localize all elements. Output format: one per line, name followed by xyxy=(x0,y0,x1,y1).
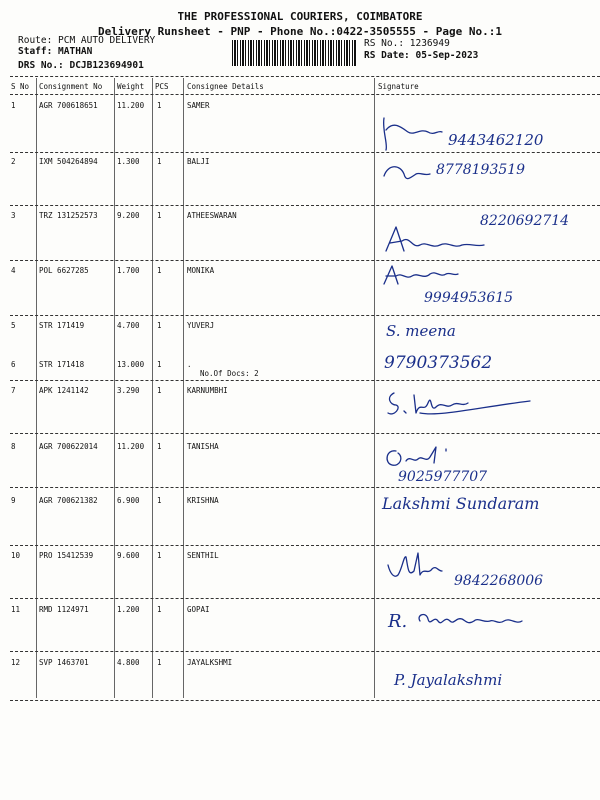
signature-name: S. meena xyxy=(386,322,456,340)
row-weight: 4.700 xyxy=(117,321,140,330)
row-weight: 9.600 xyxy=(117,551,140,560)
rs-date: RS Date: 05-Sep-2023 xyxy=(364,50,479,61)
signature-10 xyxy=(380,547,595,597)
col-header-consignee: Consignee Details xyxy=(187,82,264,91)
row-consignment: SVP 1463701 xyxy=(39,658,89,667)
column-divider xyxy=(152,78,153,698)
row-pcs: 1 xyxy=(157,442,162,451)
row-sno: 9 xyxy=(11,496,16,505)
signature-name: Lakshmi Sundaram xyxy=(382,494,540,513)
row-divider xyxy=(10,380,600,381)
row-weight: 6.900 xyxy=(117,496,140,505)
row-consignee: GOPAI xyxy=(187,605,210,614)
row-consignee: SENTHIL xyxy=(187,551,219,560)
signature-phone: 9443462120 xyxy=(448,131,544,149)
row-weight: 13.000 xyxy=(117,360,145,369)
row-sno: 12 xyxy=(11,658,21,667)
row-consignee: . xyxy=(187,360,192,369)
row-consignment: AGR 700621382 xyxy=(39,496,98,505)
signature-2 xyxy=(380,152,595,202)
row-sno: 7 xyxy=(11,386,16,395)
row-sno: 10 xyxy=(11,551,21,560)
row-pcs: 1 xyxy=(157,386,162,395)
header-rule xyxy=(10,94,600,95)
row-consignee: YUVERJ xyxy=(187,321,215,330)
row-pcs: 1 xyxy=(157,211,162,220)
column-divider xyxy=(183,78,184,698)
row-consignee: JAYALKSHMI xyxy=(187,658,233,667)
col-header-signature: Signature xyxy=(378,82,419,91)
row-consignee: SAMER xyxy=(187,101,210,110)
row-weight: 1.700 xyxy=(117,266,140,275)
col-header-weight: Weight xyxy=(117,82,145,91)
row-consignee: KARNUMBHI xyxy=(187,386,228,395)
signature-4 xyxy=(380,260,595,310)
row-sno: 1 xyxy=(11,101,16,110)
row-pcs: 1 xyxy=(157,266,162,275)
row-pcs: 1 xyxy=(157,157,162,166)
row-sno: 4 xyxy=(11,266,16,275)
signature-11 xyxy=(380,599,595,649)
row-weight: 9.200 xyxy=(117,211,140,220)
signature-phone: 9025977707 xyxy=(398,469,488,485)
row-weight: 3.290 xyxy=(117,386,140,395)
row-consignment: AGR 700622014 xyxy=(39,442,98,451)
row-consignment: AGR 700618651 xyxy=(39,101,98,110)
table-bottom-rule xyxy=(10,700,600,701)
row-consignee: ATHEESWARAN xyxy=(187,211,237,220)
drs-number: DRS No.: DCJB123694901 xyxy=(18,60,144,71)
row-divider xyxy=(10,433,600,434)
document-subtitle: Delivery Runsheet - PNP - Phone No.:0422-3505555 - Page No.:1 xyxy=(98,25,502,38)
row-sno: 3 xyxy=(11,211,16,220)
row-sno: 6 xyxy=(11,360,16,369)
row-pcs: 1 xyxy=(157,551,162,560)
row-weight: 11.200 xyxy=(117,101,145,110)
signature-phone: 9842268006 xyxy=(454,573,544,589)
row-pcs: 1 xyxy=(157,321,162,330)
row-consignee: KRISHNA xyxy=(187,496,219,505)
row-consignment: POL 6627285 xyxy=(39,266,89,275)
col-header-pcs: PCS xyxy=(155,82,169,91)
row-divider xyxy=(10,545,600,546)
row-consignment: IXM 504264894 xyxy=(39,157,98,166)
signature-name: R. xyxy=(388,611,408,632)
signature-phone: 8778193519 xyxy=(436,162,526,178)
row-consignment: STR 171418 xyxy=(39,360,85,369)
row-consignment: TRZ 131252573 xyxy=(39,211,98,220)
column-divider xyxy=(36,78,37,698)
row-weight: 4.800 xyxy=(117,658,140,667)
row-pcs: 1 xyxy=(157,658,162,667)
row-sno: 11 xyxy=(11,605,21,614)
row-sno: 5 xyxy=(11,321,16,330)
signature-phone: 9790373562 xyxy=(384,353,493,373)
row-consignment: RMD 1124971 xyxy=(39,605,89,614)
column-divider xyxy=(114,78,115,698)
signature-12 xyxy=(380,655,595,705)
row-consignee: TANISHA xyxy=(187,442,219,451)
row-pcs: 1 xyxy=(157,496,162,505)
signature-name: P. Jayalakshmi xyxy=(394,671,503,689)
rs-number: RS No.: 1236949 xyxy=(364,38,450,49)
col-header-sno: S No xyxy=(11,82,30,91)
signature-8 xyxy=(380,437,595,487)
signature-phone: 8220692714 xyxy=(480,213,570,229)
signature-7 xyxy=(380,383,595,433)
row-weight: 11.200 xyxy=(117,442,145,451)
row-consignment: APK 1241142 xyxy=(39,386,89,395)
row-consignee: MONIKA xyxy=(187,266,215,275)
row-note: No.Of Docs: 2 xyxy=(200,369,259,378)
row-consignee: BALJI xyxy=(187,157,210,166)
row-pcs: 1 xyxy=(157,360,162,369)
row-pcs: 1 xyxy=(157,101,162,110)
row-consignment: PRO 15412539 xyxy=(39,551,94,560)
row-weight: 1.200 xyxy=(117,605,140,614)
row-sno: 8 xyxy=(11,442,16,451)
staff-label: Staff: MATHAN xyxy=(18,46,93,57)
row-sno: 2 xyxy=(11,157,16,166)
route-label: Route: PCM AUTO DELIVERY xyxy=(18,35,156,46)
row-weight: 1.300 xyxy=(117,157,140,166)
row-consignment: STR 171419 xyxy=(39,321,85,330)
row-pcs: 1 xyxy=(157,605,162,614)
col-header-consignment: Consignment No xyxy=(39,82,103,91)
signature-9 xyxy=(380,487,595,537)
document-title: THE PROFESSIONAL COURIERS, COIMBATORE xyxy=(177,10,423,23)
row-divider xyxy=(10,651,600,652)
table-top-rule xyxy=(10,76,600,77)
column-divider xyxy=(374,78,375,698)
signature-phone: 9994953615 xyxy=(424,290,514,306)
signature-3 xyxy=(380,205,595,255)
barcode-icon xyxy=(232,40,357,66)
